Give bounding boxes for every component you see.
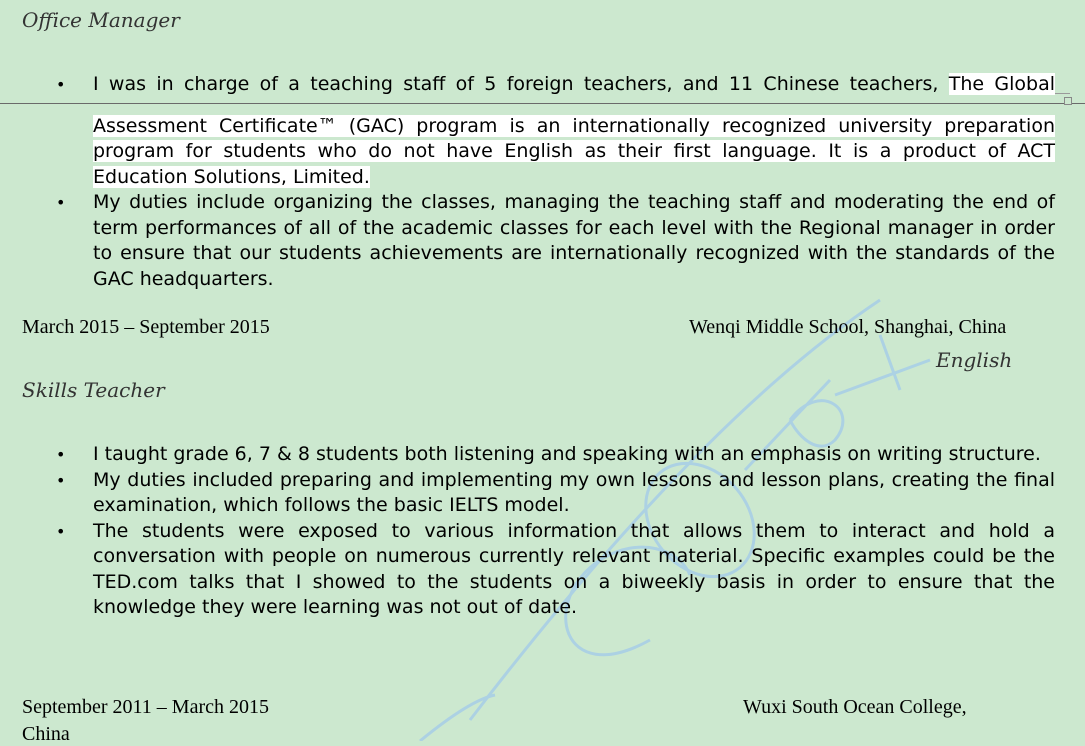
bullet-icon: • (56, 193, 66, 212)
watermark-letter-y (835, 335, 930, 395)
highlighted-text: The Global (948, 73, 1055, 95)
bullet-first-line (93, 72, 1055, 98)
bullet-text: I taught grade 6, 7 & 8 students both listening and speaking with an emphasis on writing structure. (93, 443, 1041, 465)
job-subject: English (936, 348, 1013, 372)
bullet-text: The students were exposed to various information that allows them to interact and hold a conversation with people on numerous currently relevant material. Specific examples could be the TED.com talks that I showed to the students on a biweekly basis in order to ensure that the knowledge they were learning was not out of date. (93, 519, 1055, 618)
list-item (56, 442, 1055, 468)
list-item (56, 468, 1055, 519)
job-dates: September 2011 – March 2015 (22, 696, 269, 718)
job-location-continued: China (22, 723, 70, 745)
bullet-icon: • (56, 470, 66, 490)
highlighted-text: Assessment Certificate™ (GAC) program is an internationally recognized university preparation program for students who do not have English as their first language. It is a product of ACT Education Solutions, Limited. (93, 114, 1055, 188)
skills-teacher-bullets (56, 442, 1055, 621)
bullet-text: I was in charge of a teaching staff of 5 foreign teachers, and 11 Chinese teachers, (93, 73, 939, 95)
watermark-fragment (420, 695, 495, 741)
job-location: Wenqi Middle School, Shanghai, China (689, 316, 1007, 338)
bullet-icon: • (56, 75, 66, 94)
list-item (56, 72, 1055, 190)
job-dates: March 2015 – September 2015 (22, 316, 270, 338)
job-title-office-manager: Office Manager (22, 8, 180, 32)
bullet-text: My duties included preparing and implementing my own lessons and lesson plans, creating the final examination, which follows the basic IELTS model. (93, 468, 1055, 516)
bullet-text: My duties include organizing the classes, managing the teaching staff and moderating the end of term performances of all of the academic classes for each level with the Regional manager in order to ensure that our students achievements are internationally recognized with the standards of the GAC headquarters. (93, 191, 1055, 290)
resize-handle[interactable] (1064, 97, 1072, 105)
bullet-icon: • (56, 445, 66, 464)
office-manager-bullets (56, 72, 1055, 292)
bullet-icon: • (56, 521, 66, 541)
job-location: Wuxi South Ocean College, (743, 696, 967, 718)
job-title-skills-teacher: Skills Teacher (22, 378, 165, 402)
list-item (56, 519, 1055, 621)
list-item (56, 190, 1055, 292)
